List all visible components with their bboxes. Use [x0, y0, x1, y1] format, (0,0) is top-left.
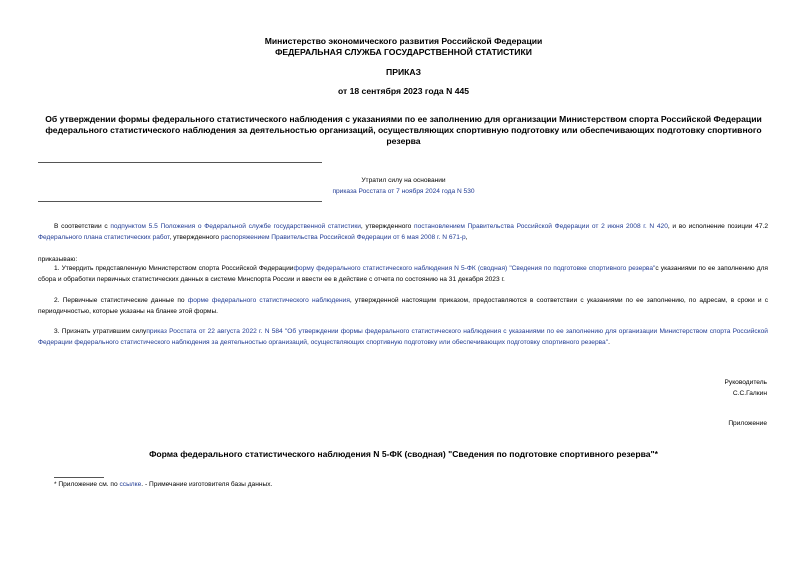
link-form-5fk[interactable]: форму федерального статистического наблюдения N 5-ФК (сводная) "Сведения по подготовке спортивного резерва" [293, 265, 656, 272]
doc-title: Об утверждении формы федерального статистического наблюдения с указаниями по ее заполнению для организации Министерством спорта Российской Федерации федерального статистического наблюдения за деятельностью организаций, осуществляющих спортивную подготовку или обеспечивающих подготовку спортивного резерва [45, 114, 762, 146]
footnote: * Приложение см. по ссылке. - Примечание изготовителя базы данных. [54, 481, 273, 488]
validity-link[interactable]: приказа Росстата от 7 ноября 2024 года N 530 [332, 187, 475, 195]
preamble-paragraph: В соответствии с подпунктом 5.5 Положения о Федеральной службе государственной статистики, утвержденного постановлением Правительства Российской Федерации от 2 июня 2008 г. N 420, и во исполнение позиции 47.2 Федерального плана статистических работ, утвержденного распоряжением Правительства Российской Федерации от 6 мая 2008 г. N 671-р, [38, 223, 769, 241]
appendix-label: Приложение [728, 420, 767, 427]
signature-name: С.С.Галкин [732, 390, 767, 397]
order-item-1: 1. Утвердить представленную Министерством спорта Российской Федерацииформу федерального статистического наблюдения N 5-ФК (сводная) "Сведения по подготовке спортивного резерва"с указаниями по ее заполнению для сбора и обработки первичных статистических данных в системе Минспорта России и ввести ее в действие с отчета по состоянию на 31 декабря 2023 г. [38, 265, 768, 283]
doc-type: ПРИКАЗ [386, 67, 421, 77]
order-item-3: 3. Признать утратившим силуприказ Росстата от 22 августа 2022 г. N 584 "Об утверждении формы федерального статистического наблюдения с указаниями по ее заполнению для организации Министерством спорта Российской Федерации федерального статистического наблюдения за деятельностью организаций, осуществляющих спортивную подготовку или обеспечивающих подготовку спортивного резерва". [38, 328, 768, 346]
ministry-name: Министерство экономического развития Российской Федерации [264, 36, 543, 46]
link-federal-plan[interactable]: Федерального плана статистических работ [38, 233, 170, 241]
link-regulation[interactable]: подпунктом 5.5 Положения о Федеральной службе государственной статистики [110, 223, 361, 230]
footnote-link[interactable]: ссылке [119, 481, 142, 488]
signature-role: Руководитель [724, 379, 767, 386]
validity-text: Утратил силу на основании [361, 177, 446, 184]
doc-date-number: от 18 сентября 2023 года N 445 [337, 86, 470, 96]
order-item-2: 2. Первичные статистические данные по форме федерального статистического наблюдения, утвержденной настоящим приказом, предоставляются в соответствии с указаниями по ее заполнению, по адресам, в сроки и с периодичностью, которые указаны на бланке этой формы. [38, 297, 768, 315]
divider-bottom [38, 201, 322, 202]
link-form[interactable]: форме федерального статистического наблюдения [187, 297, 350, 304]
link-government-order[interactable]: распоряжением Правительства Российской Федерации от 6 мая 2008 г. N 671-р [220, 233, 466, 241]
service-name: ФЕДЕРАЛЬНАЯ СЛУЖБА ГОСУДАРСТВЕННОЙ СТАТИСТИКИ [275, 47, 532, 57]
link-order-584[interactable]: приказ Росстата от 22 августа 2022 г. N 584 "Об утверждении формы федерального статистического наблюдения с указаниями по ее заполнению для организации Министерством спорта Российской Федерации федерального статистического наблюдения за деятельностью организаций, осуществляющих спортивную подготовку или обеспечивающих подготовку спортивного резерва" [38, 328, 768, 346]
form-title: Форма федерального статистического наблюдения N 5-ФК (сводная) "Сведения по подготовке спортивного резерва"* [149, 449, 658, 459]
link-government-resolution[interactable]: постановлением Правительства Российской Федерации от 2 июня 2008 г. N 420 [414, 223, 668, 230]
footnote-divider [54, 477, 104, 478]
divider-top [38, 162, 322, 163]
validity-note [0, 176, 807, 197]
order-word: приказываю: [38, 256, 78, 263]
